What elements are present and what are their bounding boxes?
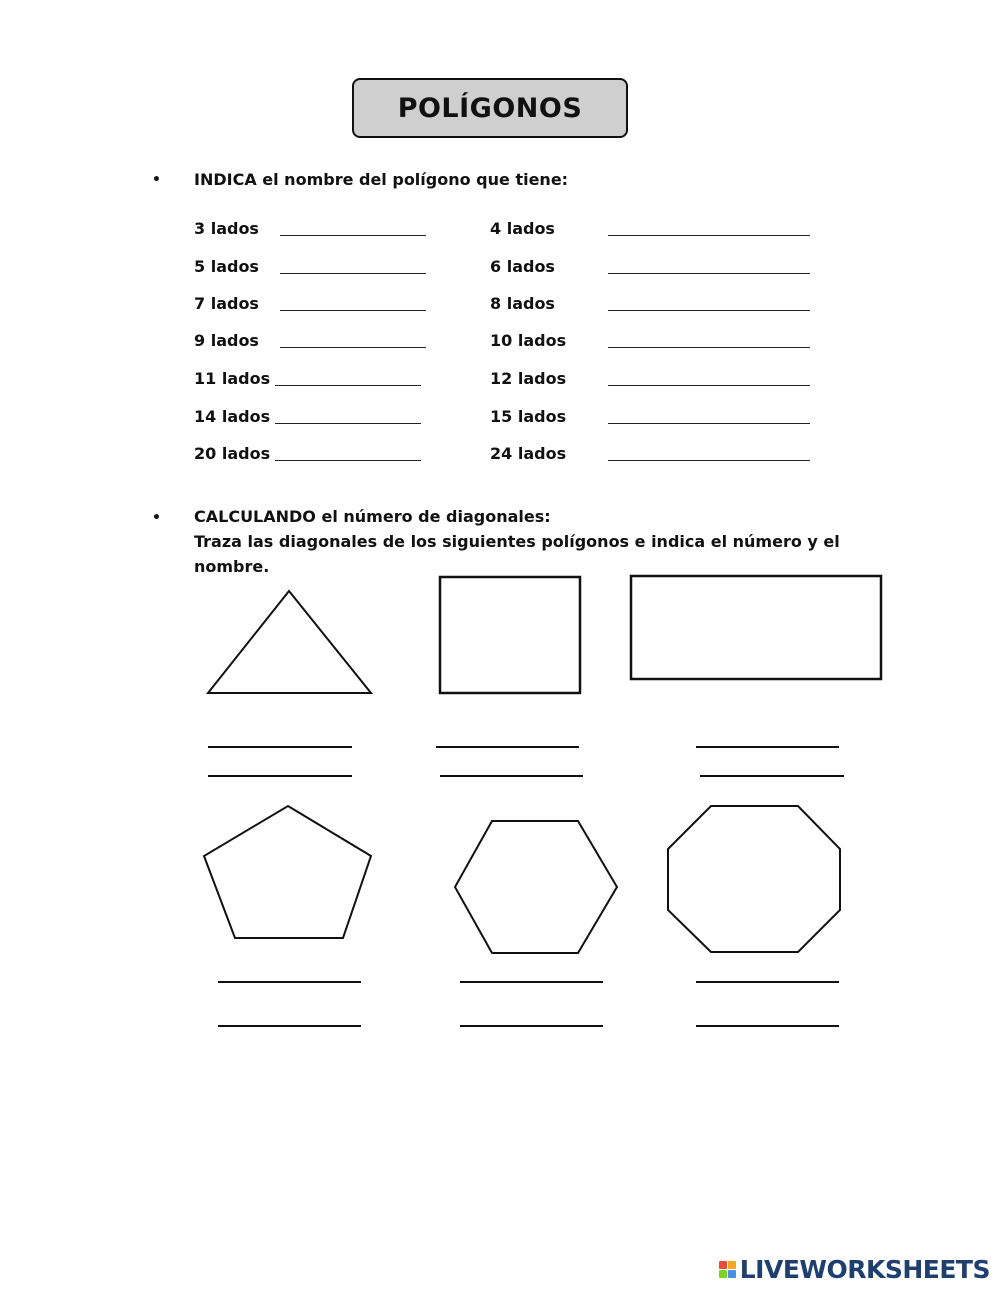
right-label-6: 24 lados [490,444,567,463]
left-label-2: 7 lados [194,294,259,313]
hexagon-answer-line-1[interactable] [460,981,603,983]
brand-logo-square-2 [728,1261,736,1269]
rectangle-answer-line-2[interactable] [700,775,844,777]
right-label-4: 12 lados [490,369,567,388]
page-title-text: POLÍGONOS [397,92,583,124]
octagon-answer-line-1[interactable] [696,981,839,983]
pentagon-answer-line-2[interactable] [218,1025,361,1027]
square-answer-line-1[interactable] [436,746,579,748]
pentagon-shape [204,806,371,938]
hexagon-answer-line-2[interactable] [460,1025,603,1027]
section2-instruction-line2: nombre. [194,557,270,576]
section1-instruction: INDICA el nombre del polígono que tiene: [194,170,569,189]
triangle-answer-line-1[interactable] [208,746,352,748]
left-label-6: 20 lados [194,444,271,463]
left-label-0: 3 lados [194,219,259,238]
octagon-shape [668,806,840,952]
left-label-3: 9 lados [194,331,259,350]
brand-logo-square-1 [719,1261,727,1269]
liveworksheets-brand [719,1255,990,1284]
brand-logo-square-4 [728,1270,736,1278]
right-label-5: 15 lados [490,407,567,426]
octagon-answer-line-2[interactable] [696,1025,839,1027]
left-label-5: 14 lados [194,407,271,426]
hexagon-shape [455,821,617,953]
square-shape [440,577,580,693]
triangle-answer-line-2[interactable] [208,775,352,777]
right-label-1: 6 lados [490,257,555,276]
square-answer-line-2[interactable] [440,775,583,777]
right-label-0: 4 lados [490,219,555,238]
triangle-shape [208,591,371,693]
bullet-2: • [152,510,161,526]
right-label-2: 8 lados [490,294,555,313]
section2-instruction-line1: Traza las diagonales de los siguientes polígonos e indica el número y el [194,532,840,551]
right-label-3: 10 lados [490,331,567,350]
section2-heading: CALCULANDO el número de diagonales: [194,507,551,526]
bullet-1: • [152,172,161,188]
left-label-1: 5 lados [194,257,259,276]
left-label-4: 11 lados [194,369,271,388]
rectangle-shape [631,576,881,679]
rectangle-answer-line-1[interactable] [696,746,839,748]
brand-logo-icon [719,1261,736,1278]
pentagon-answer-line-1[interactable] [218,981,361,983]
brand-text: LIVEWORKSHEETS [739,1255,990,1284]
brand-logo-square-3 [719,1270,727,1278]
